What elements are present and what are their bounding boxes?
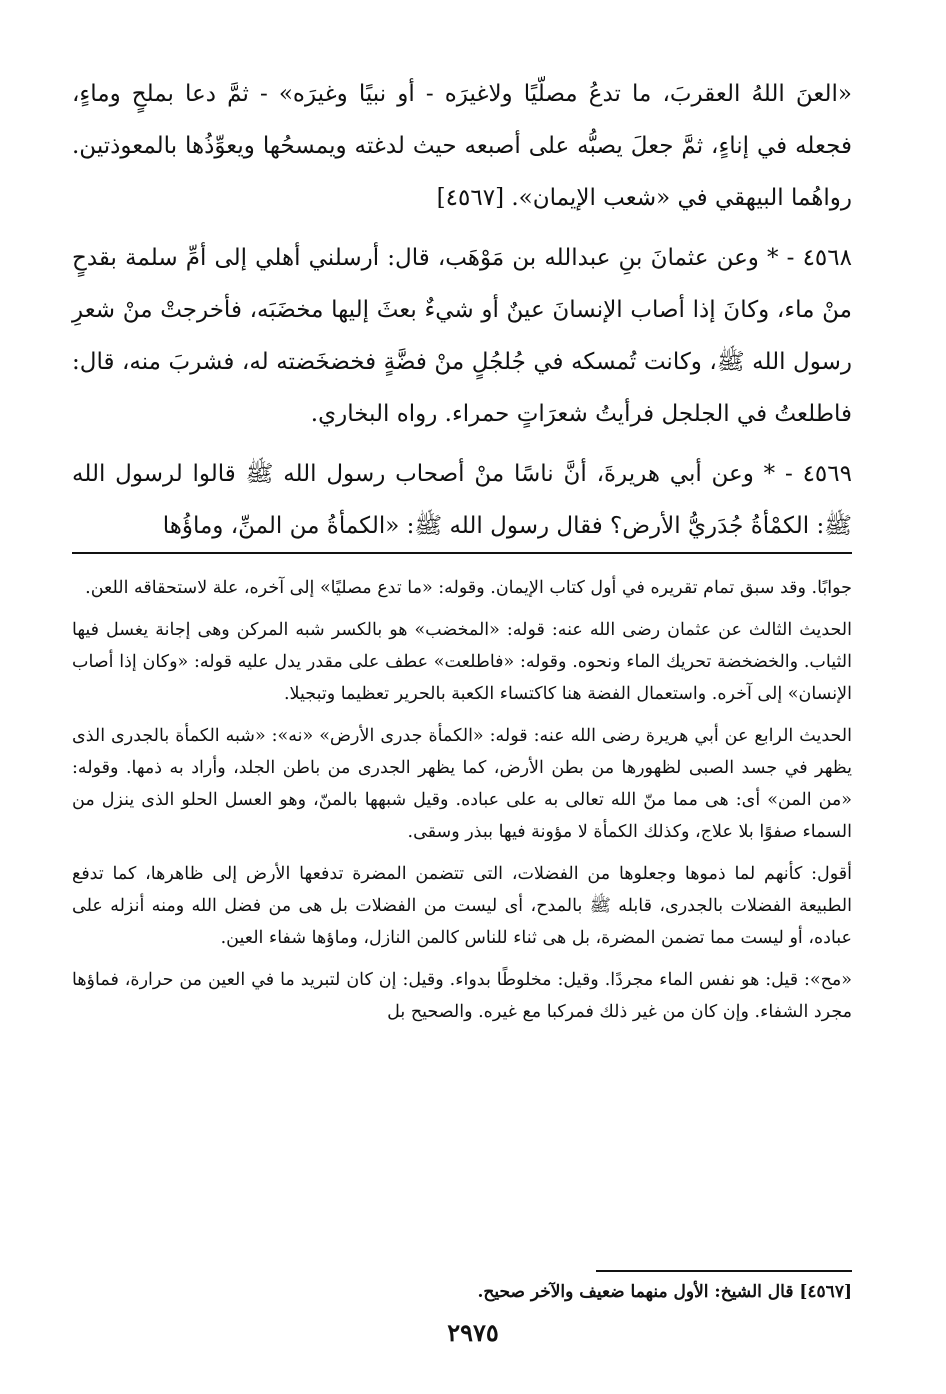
footnote-divider bbox=[596, 1270, 852, 1272]
page-number: ٢٩٧٥ bbox=[447, 1318, 499, 1347]
note-paragraph: جوابًا. وقد سبق تمام تقريره في أول كتاب الإيمان. وقوله: «ما تدع مصليًا» إلى آخره، علة لاستحقاقه اللعن. bbox=[85, 578, 852, 598]
note-paragraph: الحديث الرابع عن أبي هريرة رضى الله عنه: قوله: «الكمأة جدرى الأرض» «نه»: «شبه الكمأة بالجدرى الذى يظهر في جسد الصبى لظهورها من بطن الأرض، كما يظهر الجدرى من باطن الجلد، وأراد به ذمها. وقوله: «من المن» أى: هى مما منّ الله تعالى به على عباده. وقيل شبهها بالمنّ، وهو العسل الحلو الذى ينزل من السماء صفوًا بلا علاج، وكذلك الكمأة لا مؤونة فيها ببذر وسقى. bbox=[72, 726, 852, 842]
footnote: [٤٥٦٧] قال الشيخ: الأول منهما ضعيف والآخر صحيح. bbox=[477, 1282, 852, 1302]
commentary-notes bbox=[72, 572, 852, 1038]
hadith-paragraph: ٤٥٦٨ - * وعن عثمانَ بنِ عبدالله بن مَوْهَب، قال: أرسلني أهلي إلى أمِّ سلمة بقدحٍ منْ ماء، وكانَ إذا أصاب الإنسانَ عينٌ أو شيءٌ بعثَ إليها مخضَبَه، فأخرجتْ منْ شعرِ رسول الله ﷺ، وكانت تُمسكه في جُلجُلٍ منْ فضَّةٍ فخضخَضته له، فشربَ منه، قال: فاطلعتُ في الجلجل فرأيتُ شعرَاتٍ حمراء. رواه البخاري. bbox=[72, 245, 852, 427]
note-paragraph: الحديث الثالث عن عثمان رضى الله عنه: قوله: «المخضب» هو بالكسر شبه المركن وهى إجانة يغسل فيها الثياب. والخضخضة تحريك الماء ونحوه. وقوله: «فاطلعت» عطف على مقدر يدل عليه قوله: «وكان إذا أصاب الإنسان» إلى آخره. واستعمال الفضة هنا كاكتساء الكعبة بالحرير تعظيما وتبجيلا. bbox=[72, 620, 852, 704]
hadith-paragraph: «العنَ اللهُ العقربَ، ما تدعُ مصلّيًا ولاغيرَه - أو نبيًا وغيرَه» - ثمَّ دعا بملحٍ وماءٍ، فجعله في إناءٍ، ثمَّ جعلَ يصبُّه على أصبعه حيث لدغته ويمسحُها ويعوِّذُها بالمعوذتين. رواهُما البيهقي في «شعب الإيمان». [٤٥٦٧] bbox=[72, 81, 852, 211]
divider bbox=[72, 552, 852, 554]
main-text bbox=[72, 68, 852, 552]
note-paragraph: أقول: كأنهم لما ذموها وجعلوها من الفضلات، التى تتضمن المضرة تدفعها الأرض إلى ظاهرها، كما تدفع الطبيعة الفضلات بالجدرى، قابله ﷺ بالمدح، أى ليست من الفضلات بل هى من فضل الله ومنه أنزله على عباده، أو ليست مما تضمن المضرة، بل هى ثناء للناس كالمن النازل، وماؤها شفاء العين. bbox=[72, 864, 852, 948]
note-paragraph: «مح»: قيل: هو نفس الماء مجردًا. وقيل: مخلوطًا بدواء. وقيل: إن كان لتبريد ما في العين من حرارة، فماؤها مجرد الشفاء. وإن كان من غير ذلك فمركبا مع غيره. والصحيح بل bbox=[72, 970, 852, 1022]
hadith-paragraph: ٤٥٦٩ - * وعن أبي هريرةَ، أنَّ ناسًا منْ أصحاب رسول الله ﷺ قالوا لرسول الله ﷺ: الكمْأةُ جُدَريُّ الأرض؟ فقال رسول الله ﷺ: «الكمأةُ من المنِّ، وماؤُها bbox=[72, 461, 852, 539]
